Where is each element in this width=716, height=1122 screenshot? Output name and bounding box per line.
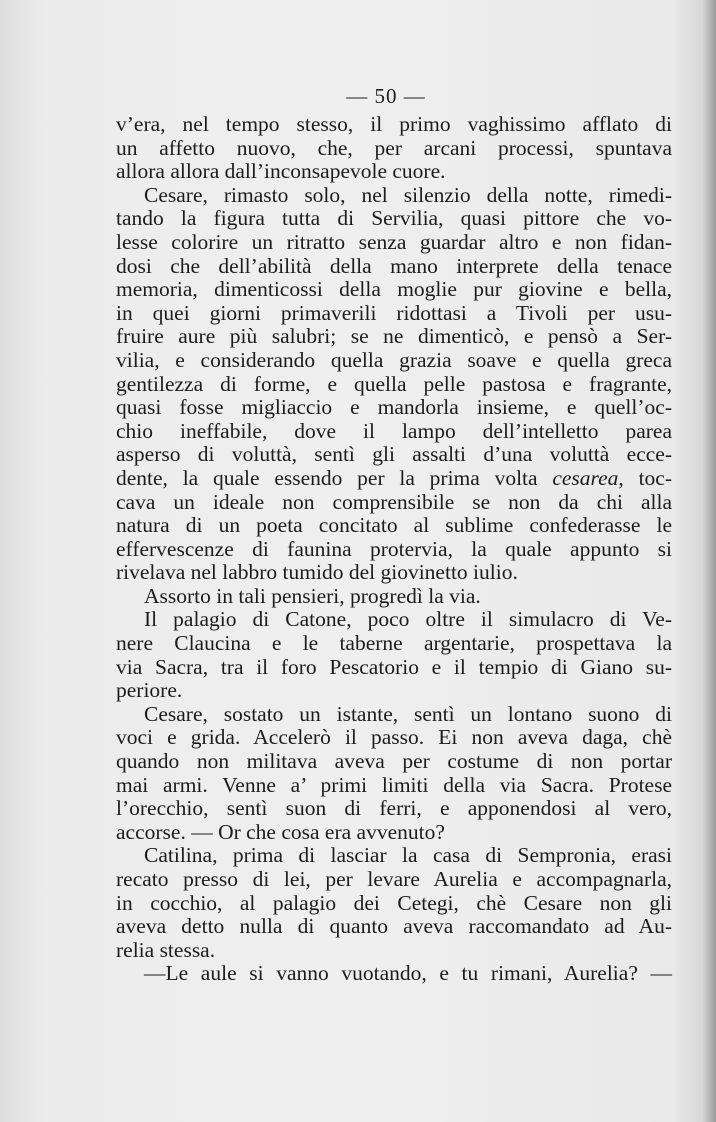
text-line: recato presso di lei, per levare Aurelia e accompagnarla,: [116, 867, 672, 891]
text-line: tando la figura tutta di Servilia, quasi pittore che vo-: [116, 206, 672, 231]
text-line: natura di un poeta concitato al sublime confederasse le: [116, 513, 672, 538]
text-line: Cesare, sostato un istante, sentì un lontano suono di: [144, 701, 672, 726]
text-line: nere Claucina e le taberne argentarie, prospettava la: [116, 631, 672, 656]
text-line: voci e grida. Accelerò il passo. Ei non aveva daga, chè: [116, 725, 672, 750]
text-line: v’era, nel tempo stesso, il primo vaghissimo afflato di: [116, 112, 672, 136]
text-line: dente, la quale essendo per la prima volta cesarea, toc-: [116, 465, 672, 490]
text-line: Il palagio di Catone, poco oltre il simulacro di Ve-: [144, 607, 672, 632]
text-line: Assorto in tali pensieri, progredì la via.: [144, 583, 481, 608]
text-line: chio ineffabile, dove il lampo dell’intelletto parea: [116, 418, 672, 443]
text-line: cava un ideale non comprensibile se non da chi alla: [116, 489, 672, 514]
text-line: asperso di voluttà, sentì gli assalti d’una voluttà ecce-: [116, 442, 672, 467]
text-line: gentilezza di forme, e quella pelle pastosa e fragrante,: [116, 371, 672, 396]
text-line: in quei giorni primaverili ridottasi a Tivoli per usu-: [116, 300, 672, 325]
text-line: allora allora dall’inconsapevole cuore.: [116, 159, 446, 184]
text-line: quasi fosse migliaccio e mandorla insieme, e quell’oc-: [116, 395, 672, 420]
text-line: fruire aure più salubri; se ne dimenticò, e pensò a Ser-: [116, 324, 672, 349]
text-line: l’orecchio, sentì suon di ferri, e apponendosi al vero,: [116, 796, 672, 821]
text-line: —Le aule si vanno vuotando, e tu rimani, Aurelia? —: [144, 961, 672, 986]
page-number: — 50 —: [346, 84, 426, 108]
italic-word: cesarea: [552, 465, 619, 490]
text-line: memoria, dimenticossi della moglie pur giovine e bella,: [116, 277, 672, 302]
page-edge-shadow: [702, 0, 716, 1122]
text-line: Cesare, rimasto solo, nel silenzio della notte, rimedi-: [144, 182, 672, 207]
text-line: periore.: [116, 678, 183, 703]
text-line: relia stessa.: [116, 937, 216, 962]
text-line: effervescenze di faunina protervia, la quale appunto si: [116, 536, 672, 561]
text-line: vilia, e considerando quella grazia soave e quella greca: [116, 347, 672, 372]
text-line: Catilina, prima di lasciar la casa di Sempronia, erasi: [144, 843, 672, 868]
text-line: quando non militava aveva per costume di non portar: [116, 749, 672, 774]
text-line: accorse. — Or che cosa era avvenuto?: [116, 819, 445, 844]
text-line: mai armi. Venne a’ primi limiti della via Sacra. Protese: [116, 772, 672, 797]
body-text: [116, 113, 672, 986]
text-line: in cocchio, al palagio dei Cetegi, chè Cesare non gli: [116, 890, 672, 915]
text-line: dosi che dell’abilità della mano interprete della tenace: [116, 253, 672, 278]
text-line: rivelava nel labbro tumido del giovinetto iulio.: [116, 560, 518, 585]
text-line: aveva detto nulla di quanto aveva raccomandato ad Au-: [116, 914, 672, 939]
text-line: un affetto nuovo, che, per arcani processi, spuntava: [116, 135, 672, 160]
text-line: lesse colorire un ritratto senza guardar altro e non fidan-: [116, 229, 672, 254]
text-line: via Sacra, tra il foro Pescatorio e il tempio di Giano su-: [116, 654, 672, 679]
